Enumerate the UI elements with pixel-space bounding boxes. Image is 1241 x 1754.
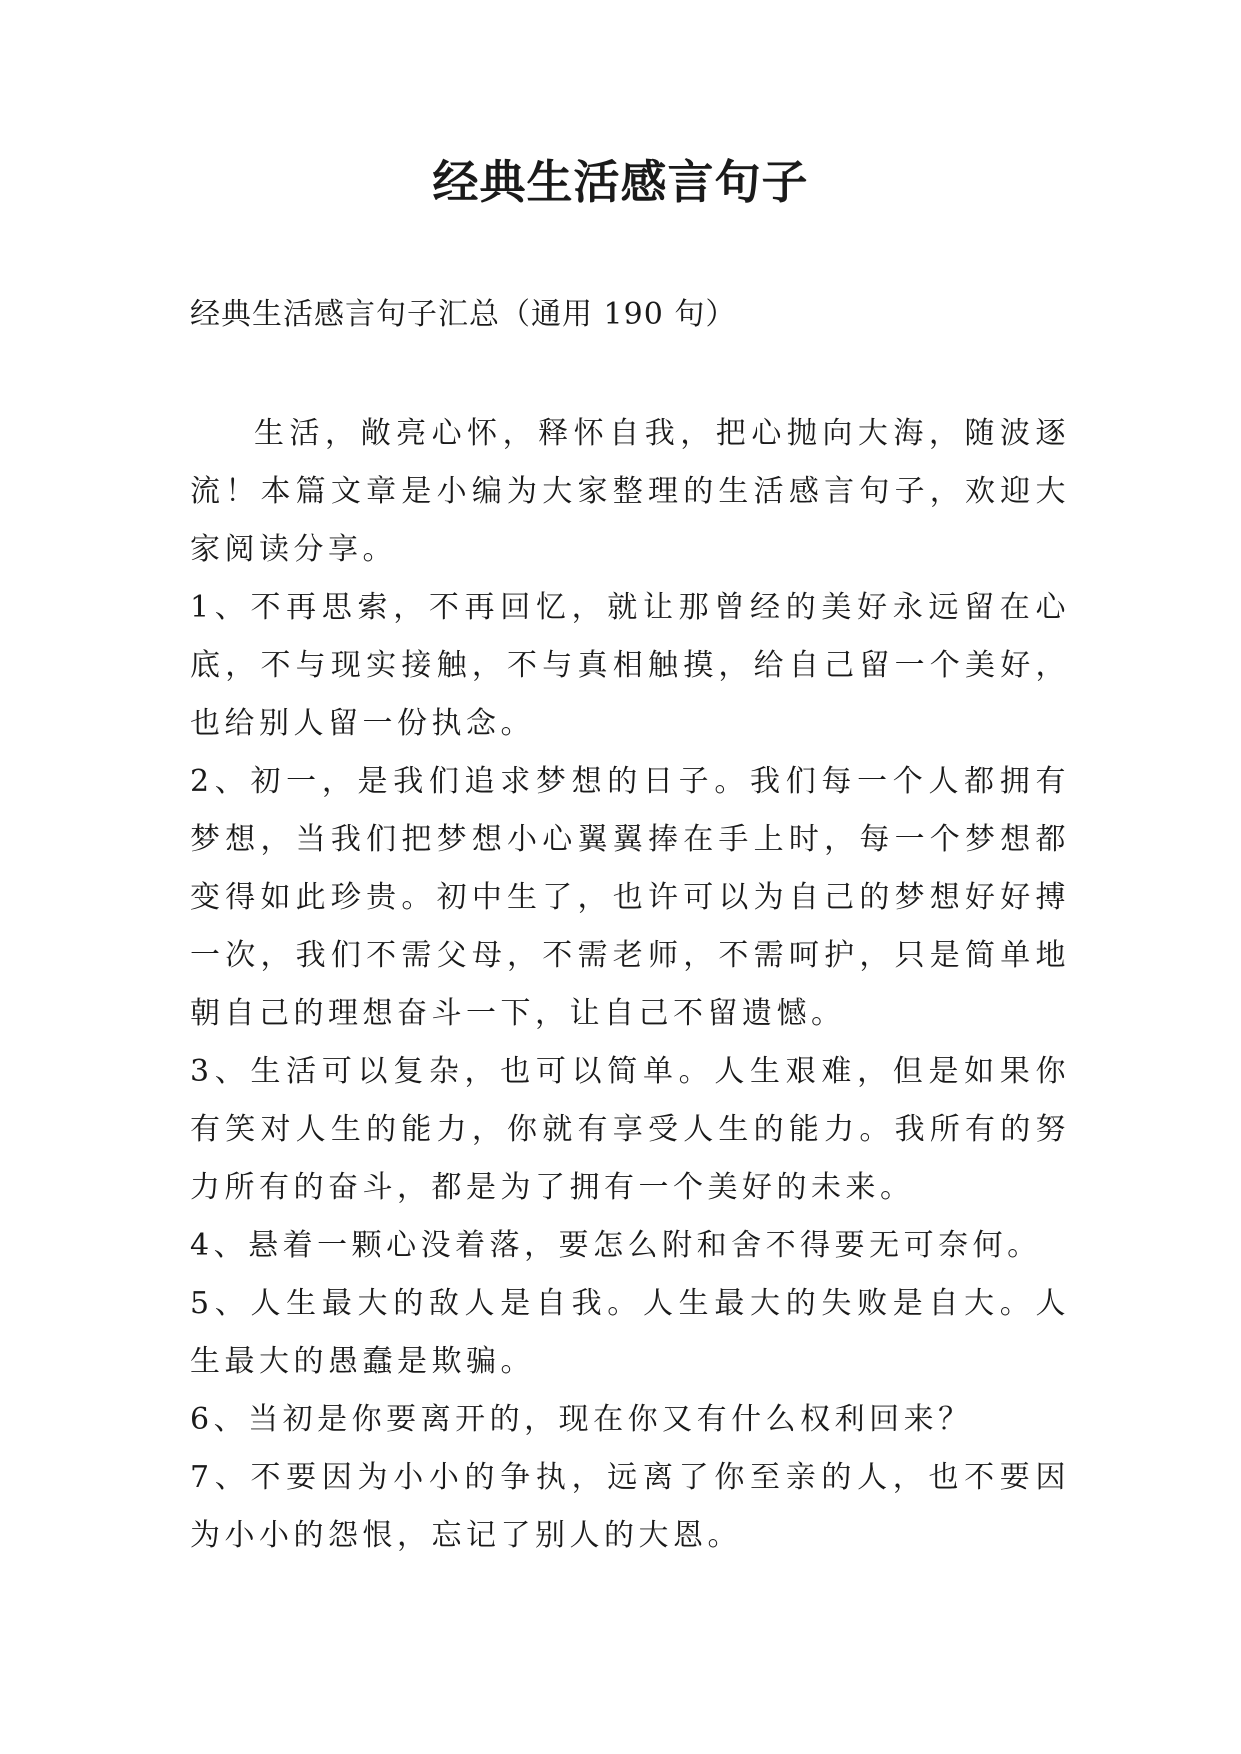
list-item: 2、初一，是我们追求梦想的日子。我们每一个人都拥有梦想，当我们把梦想小心翼翼捧在手上时，每一个梦想都变得如此珍贵。初中生了，也许可以为自己的梦想好好搏一次，我们不需父母，不需老师，不需呵护，只是简单地朝自己的理想奋斗一下，让自己不留遗憾。 [190, 764, 1070, 1031]
list-item: 3、生活可以复杂，也可以简单。人生艰难，但是如果你有笑对人生的能力，你就有享受人生的能力。我所有的努力所有的奋斗，都是为了拥有一个美好的未来。 [190, 1054, 1070, 1205]
list-item: 1、不再思索，不再回忆，就让那曾经的美好永远留在心底，不与现实接触，不与真相触摸，给自己留一个美好，也给别人留一份执念。 [190, 590, 1070, 741]
list-item: 4、悬着一颗心没着落，要怎么附和舍不得要无可奈何。 [190, 1228, 1042, 1263]
list-item: 5、人生最大的敌人是自我。人生最大的失败是自大。人生最大的愚蠢是欺骗。 [190, 1286, 1070, 1379]
document-title: 经典生活感言句子 [432, 155, 809, 209]
document-body [190, 405, 1070, 1565]
list-item: 6、当初是你要离开的，现在你又有什么权利回来？ [190, 1402, 973, 1437]
intro-paragraph: 生活，敞亮心怀，释怀自我，把心抛向大海，随波逐流！本篇文章是小编为大家整理的生活感言句子，欢迎大家阅读分享。 [190, 416, 1070, 567]
list-item: 7、不要因为小小的争执，远离了你至亲的人，也不要因为小小的怨恨，忘记了别人的大恩。 [190, 1460, 1070, 1553]
document-subtitle: 经典生活感言句子汇总（通用 190 句） [190, 297, 737, 332]
